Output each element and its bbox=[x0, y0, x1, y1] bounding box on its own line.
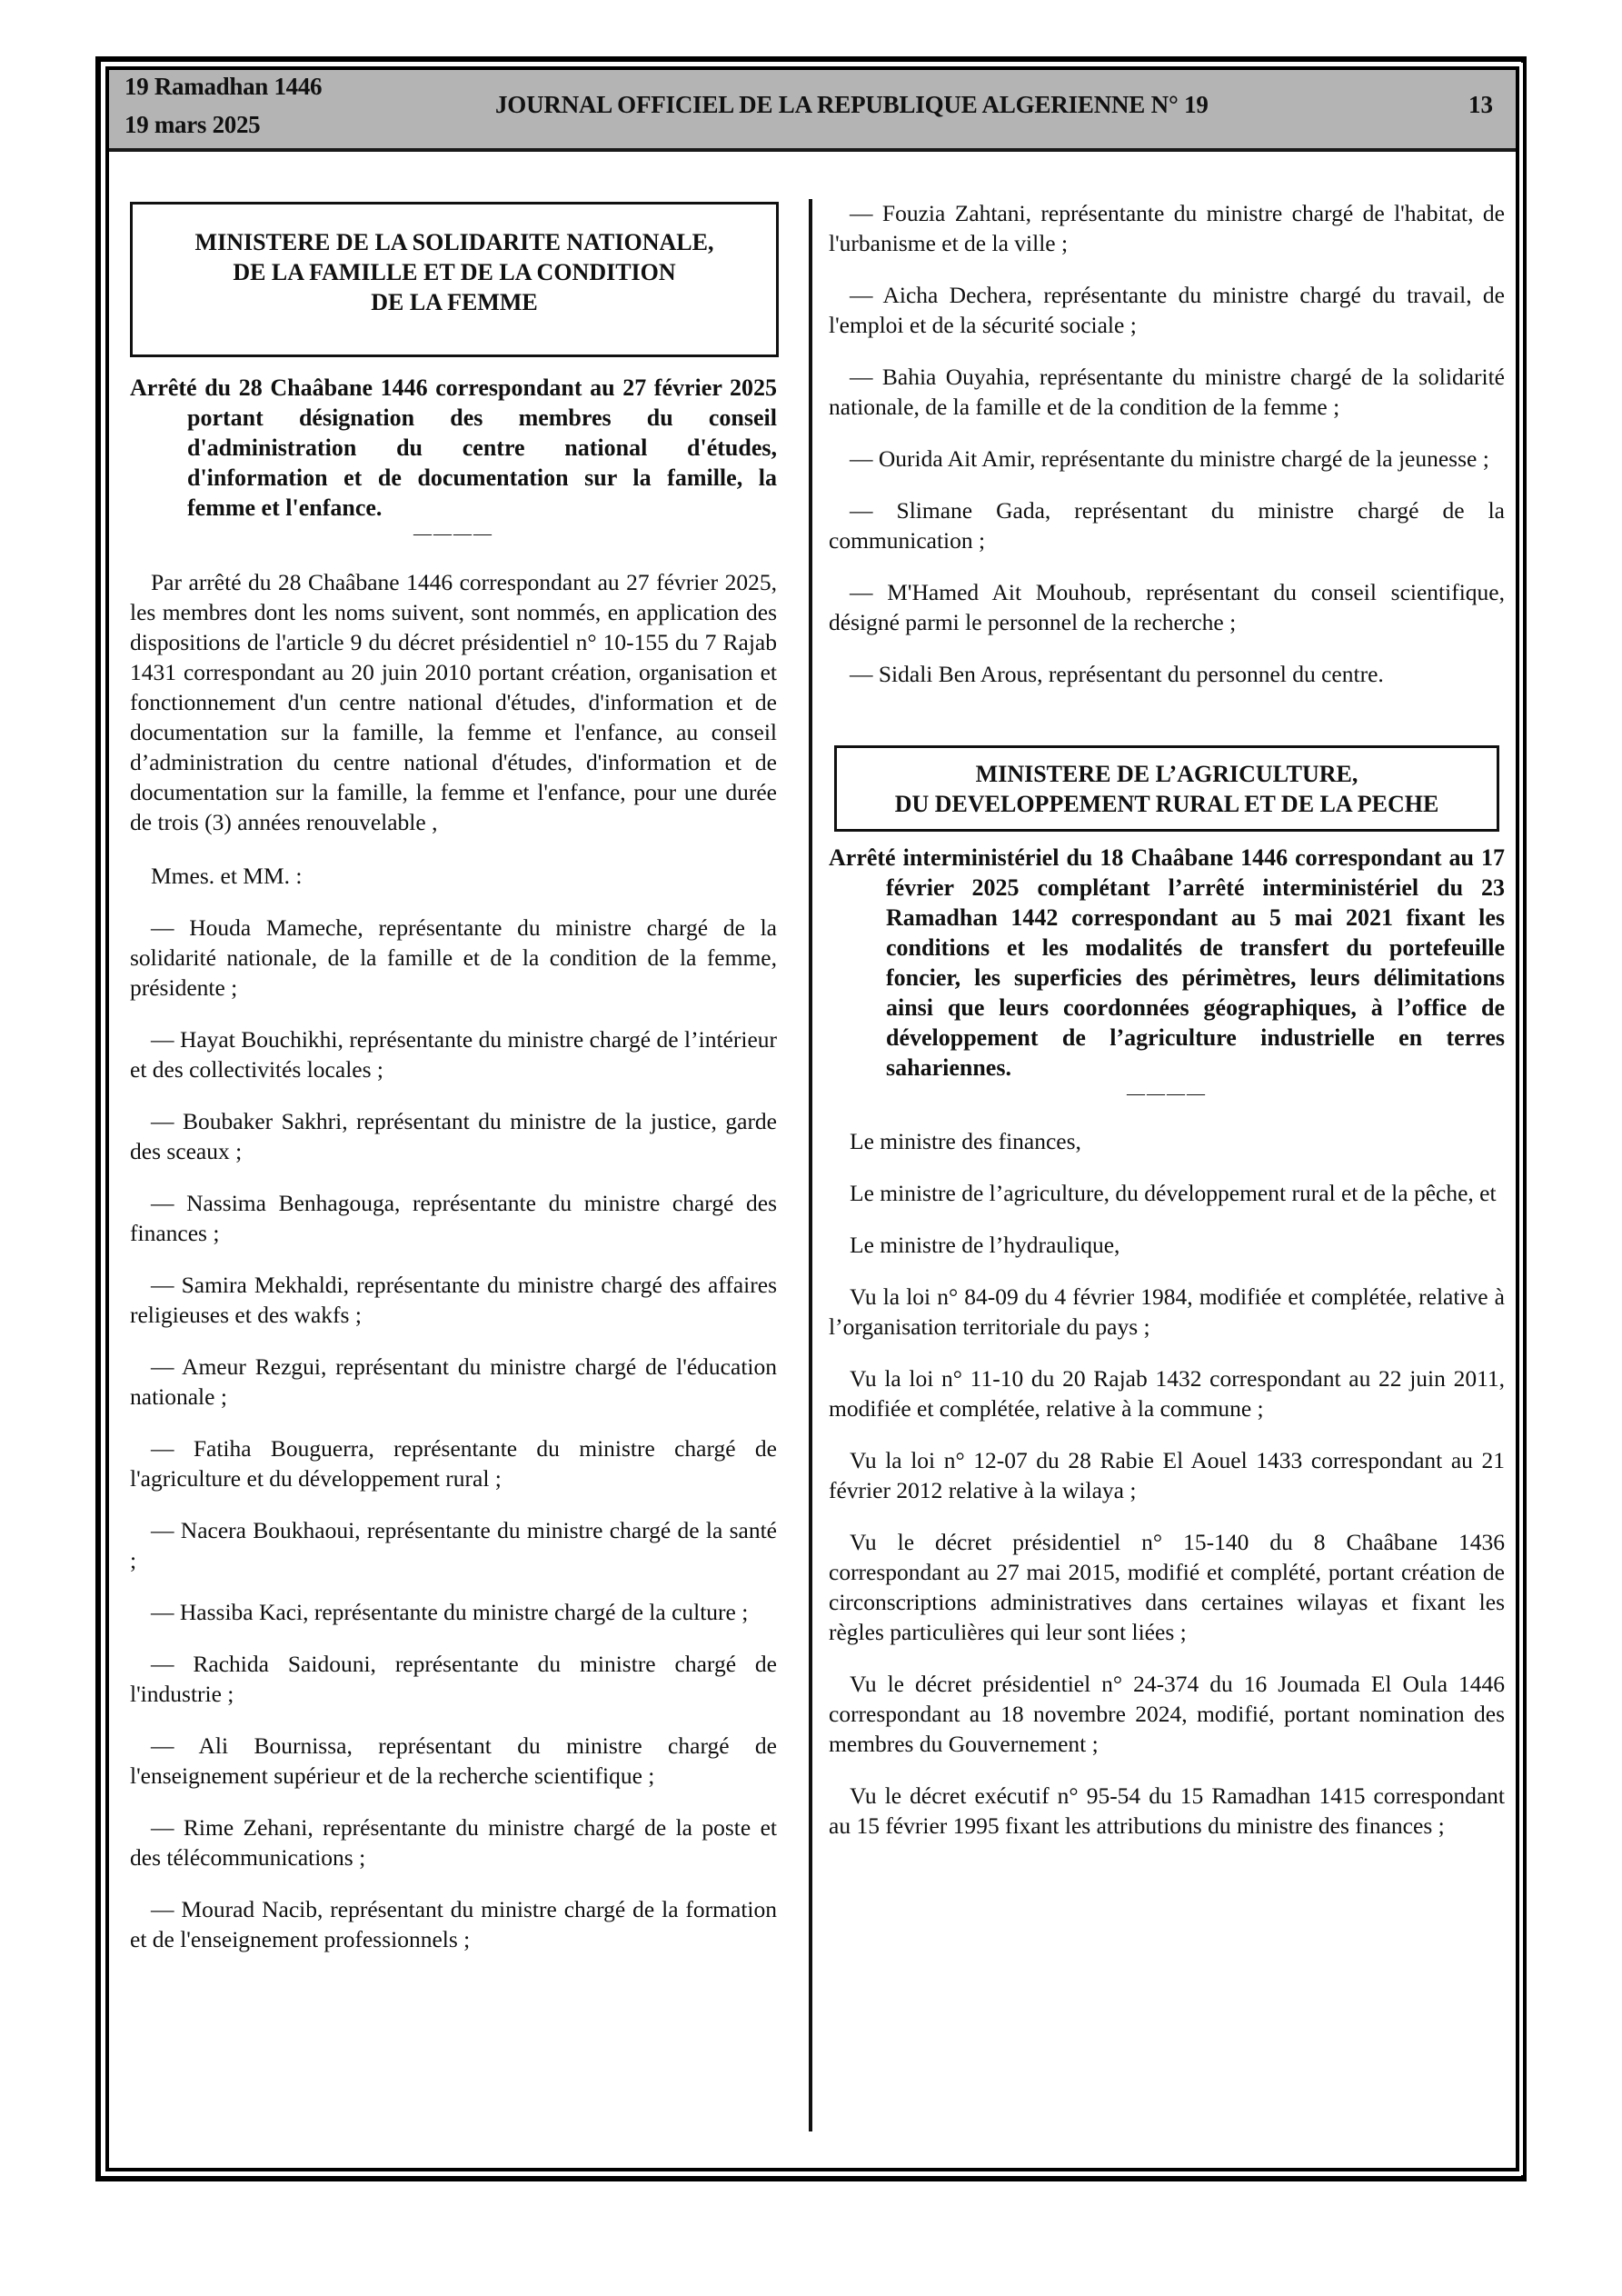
salutation: Mmes. et MM. : bbox=[151, 863, 303, 889]
column-divider bbox=[809, 199, 812, 2131]
member-item: — Sidali Ben Arous, représentant du personnel du centre. bbox=[850, 661, 1384, 687]
visa-paragraph: Le ministre de l’agriculture, du développement rural et de la pêche, et bbox=[850, 1180, 1497, 1206]
ministry-line: MINISTERE DE LA SOLIDARITE NATIONALE, bbox=[194, 229, 714, 255]
separator: ———— bbox=[413, 524, 493, 544]
member-item: — Hayat Bouchikhi, représentante du ministre chargé de l’intérieur et des collectivités locales ; bbox=[130, 1026, 777, 1083]
arrete-title: Arrêté interministériel du 18 Chaâbane 1446 correspondant au 17 février 2025 complétant l’arrêté interministériel du 23 Ramadhan 1442 correspondant au 5 mai 2021 fixant les conditions et les modalités de transfert du portefeuille foncier, les superficies des périmètres, leurs délimitations ainsi que leurs coordonnées géographiques, à l’office de développement de l’agriculture industrielle en terres sahariennes. bbox=[829, 844, 1505, 1081]
page-number: 13 bbox=[1468, 91, 1493, 118]
member-item: — Mourad Nacib, représentant du ministre chargé de la formation et de l'enseignement professionnels ; bbox=[130, 1896, 777, 1952]
ministry-line: DE LA FEMME bbox=[371, 289, 538, 315]
visa-paragraph: Vu le décret présidentiel n° 15-140 du 8 Chaâbane 1436 correspondant au 27 mai 2015, modifié et complété, portant création de circonscriptions administratives dans certaines wilayas et fixant les règles particulières qui leur sont liées ; bbox=[829, 1529, 1505, 1645]
separator: ———— bbox=[1127, 1083, 1207, 1103]
member-item: — Ameur Rezgui, représentant du ministre chargé de l'éducation nationale ; bbox=[130, 1353, 777, 1410]
ministry-heading-solidarite bbox=[130, 202, 779, 357]
member-item: — Ali Bournissa, représentant du ministre chargé de l'enseignement supérieur et de la recherche scientifique ; bbox=[130, 1732, 777, 1789]
right-column bbox=[829, 198, 1505, 1841]
member-item: — Fouzia Zahtani, représentante du ministre chargé de l'habitat, de l'urbanisme et de la ville ; bbox=[829, 200, 1505, 256]
visa-paragraph: Vu la loi n° 11-10 du 20 Rajab 1432 correspondant au 22 juin 2011, modifiée et complétée, relative à la commune ; bbox=[829, 1365, 1505, 1422]
visa-paragraph: Vu le décret présidentiel n° 24-374 du 16 Joumada El Oula 1446 correspondant au 18 novembre 2024, modifié, portant nomination des membres du Gouvernement ; bbox=[829, 1671, 1505, 1757]
member-item: — Houda Mameche, représentante du ministre chargé de la solidarité nationale, de la famille et de la condition de la femme, présidente ; bbox=[130, 914, 777, 1001]
member-item: — Bahia Ouyahia, représentante du ministre chargé de la solidarité nationale, de la famille et de la condition de la femme ; bbox=[829, 364, 1505, 420]
member-item: — Samira Mekhaldi, représentante du ministre chargé des affaires religieuses et des wakfs ; bbox=[130, 1272, 777, 1328]
member-item: — Boubaker Sakhri, représentant du ministre de la justice, garde des sceaux ; bbox=[130, 1108, 777, 1164]
member-item: — Ourida Ait Amir, représentante du ministre chargé de la jeunesse ; bbox=[850, 445, 1489, 472]
visa-paragraph: Vu la loi n° 12-07 du 28 Rabie El Aouel 1433 correspondant au 21 février 2012 relative à la wilaya ; bbox=[829, 1447, 1505, 1503]
ministry-line: DU DEVELOPPEMENT RURAL ET DE LA PECHE bbox=[894, 791, 1439, 817]
arrete-title: Arrêté du 28 Chaâbane 1446 correspondant au 27 février 2025 portant désignation des membres du conseil d'administration du centre national d'études, d'information et de documentation sur la famille, la femme et l'enfance. bbox=[130, 374, 777, 521]
member-item: — Aicha Dechera, représentante du ministre chargé du travail, de l'emploi et de la sécurité sociale ; bbox=[829, 282, 1505, 338]
ministry-line: DE LA FAMILLE ET DE LA CONDITION bbox=[233, 259, 676, 285]
journal-title: JOURNAL OFFICIEL DE LA REPUBLIQUE ALGERIENNE N° 19 bbox=[495, 91, 1209, 118]
member-item: — Rime Zehani, représentante du ministre chargé de la poste et des télécommunications ; bbox=[130, 1814, 777, 1871]
member-item: — M'Hamed Ait Mouhoub, représentant du conseil scientifique, désigné parmi le personnel de la recherche ; bbox=[829, 579, 1505, 635]
header-gregorian-date: 19 mars 2025 bbox=[124, 111, 261, 138]
member-item: — Rachida Saidouni, représentante du ministre chargé de l'industrie ; bbox=[130, 1651, 777, 1707]
member-item: — Nacera Boukhaoui, représentante du ministre chargé de la santé ; bbox=[130, 1517, 777, 1573]
member-item: — Nassima Benhagouga, représentante du ministre chargé des finances ; bbox=[130, 1190, 777, 1246]
member-item: — Slimane Gada, représentant du ministre chargé de la communication ; bbox=[829, 497, 1505, 554]
header-hijri-date: 19 Ramadhan 1446 bbox=[124, 73, 323, 100]
member-item: — Hassiba Kaci, représentante du ministre chargé de la culture ; bbox=[151, 1599, 749, 1625]
visa-paragraph: Vu la loi n° 84-09 du 4 février 1984, modifiée et complétée, relative à l’organisation territoriale du pays ; bbox=[829, 1283, 1505, 1340]
arrete-intro: Par arrêté du 28 Chaâbane 1446 correspondant au 27 février 2025, les membres dont les noms suivent, sont nommés, en application des dispositions de l'article 9 du décret présidentiel n° 10-155 du 7 Rajab 1431 correspondant au 20 juin 2010 portant création, organisation et fonctionnement d'un centre national d'études, d'information et de documentation sur la famille, la femme et l'enfance, au conseil d’administration du centre national d'études, d'information et de documentation sur la famille, la femme et l'enfance, pour une durée de trois (3) années renouvelable , bbox=[130, 569, 777, 835]
left-column bbox=[130, 202, 777, 1954]
visa-paragraph: Vu le décret exécutif n° 95-54 du 15 Ramadhan 1415 correspondant au 15 février 1995 fixant les attributions du ministre des finances ; bbox=[829, 1782, 1505, 1839]
ministry-line: MINISTERE DE L’AGRICULTURE, bbox=[975, 761, 1358, 787]
visa-paragraph: Le ministre des finances, bbox=[850, 1128, 1081, 1154]
visa-paragraph: Le ministre de l’hydraulique, bbox=[850, 1232, 1120, 1258]
member-item: — Fatiha Bouguerra, représentante du ministre chargé de l'agriculture et du développement rural ; bbox=[130, 1435, 777, 1492]
ministry-heading-agriculture bbox=[834, 745, 1499, 832]
